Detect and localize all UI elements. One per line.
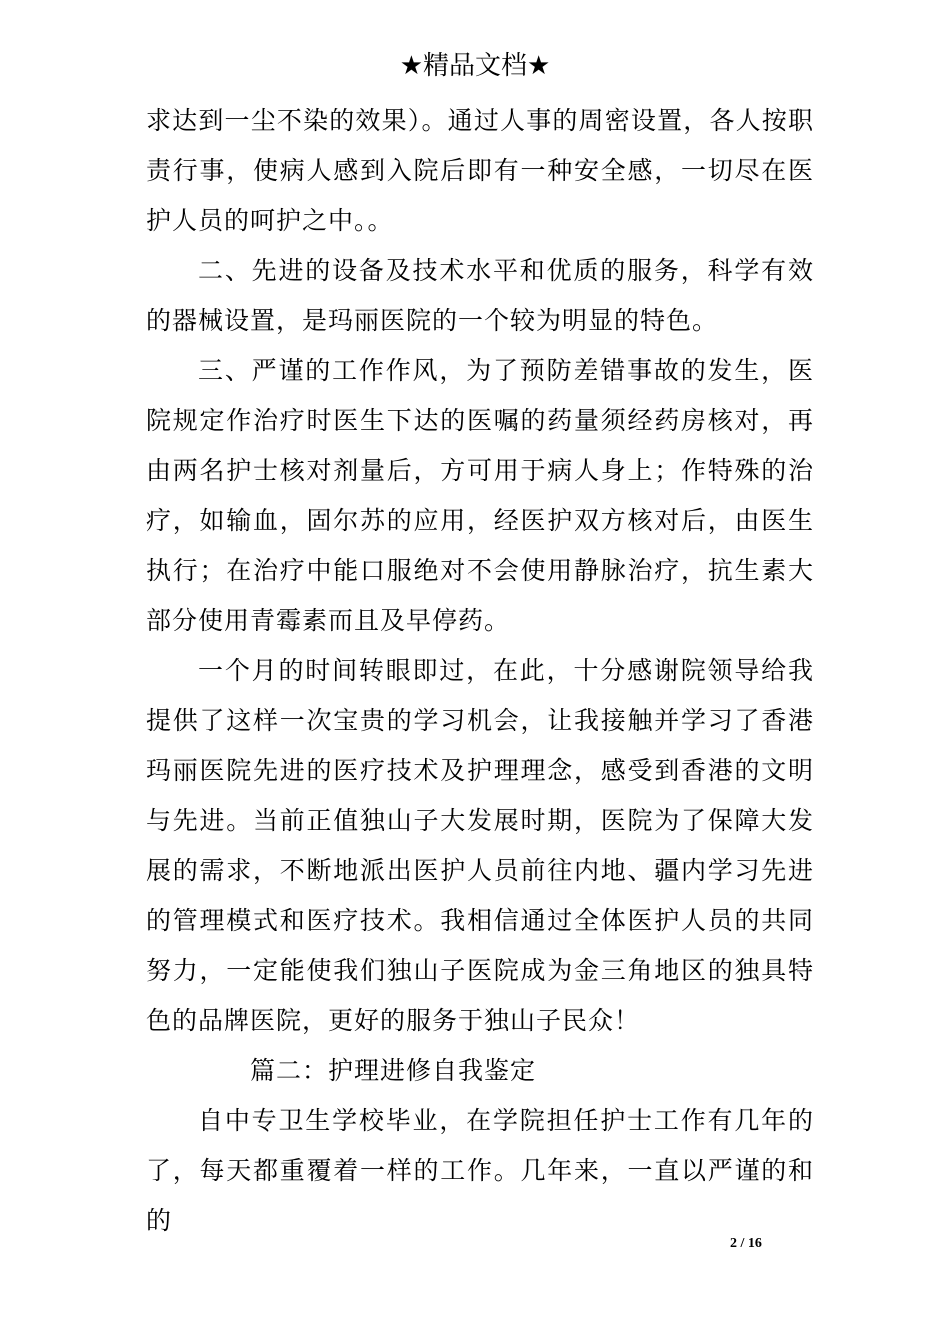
document-body (146, 96, 814, 1246)
page-header: ★精品文档★ (399, 51, 551, 81)
paragraph: 求达到一尘不染的效果）。通过人事的周密设置，各人按职责行事，使病人感到入院后即有一种安全感，一切尽在医护人员的呵护之中。。 (146, 106, 814, 235)
paragraph: 二、先进的设备及技术水平和优质的服务，科学有效的器械设置，是玛丽医院的一个较为明显的特色。 (146, 256, 814, 335)
paragraph: 自中专卫生学校毕业，在学院担任护士工作有几年的了，每天都重覆着一样的工作。几年来，一直以严谨的和的 (146, 1106, 814, 1235)
paragraph: 一个月的时间转眼即过，在此，十分感谢院领导给我提供了这样一次宝贵的学习机会，让我接触并学习了香港玛丽医院先进的医疗技术及护理理念，感受到香港的文明与先进。当前正值独山子大发展时期，医院为了保障大发展的需求，不断地派出医护人员前往内地、疆内学习先进的管理模式和医疗技术。我相信通过全体医护人员的共同努力，一定能使我们独山子医院成为金三角地区的独具特色的品牌医院，更好的服务于独山子民众！ (146, 656, 814, 1035)
page-number: 2 / 16 (730, 1236, 762, 1251)
section-title: 篇二：护理进修自我鉴定 (250, 1056, 537, 1085)
paragraph: 三、严谨的工作作风，为了预防差错事故的发生，医院规定作治疗时医生下达的医嘱的药量须经药房核对，再由两名护士核对剂量后，方可用于病人身上；作特殊的治疗，如输血，固尔苏的应用，经医护双方核对后，由医生执行；在治疗中能口服绝对不会使用静脉治疗，抗生素大部分使用青霉素而且及早停药。 (146, 356, 814, 635)
